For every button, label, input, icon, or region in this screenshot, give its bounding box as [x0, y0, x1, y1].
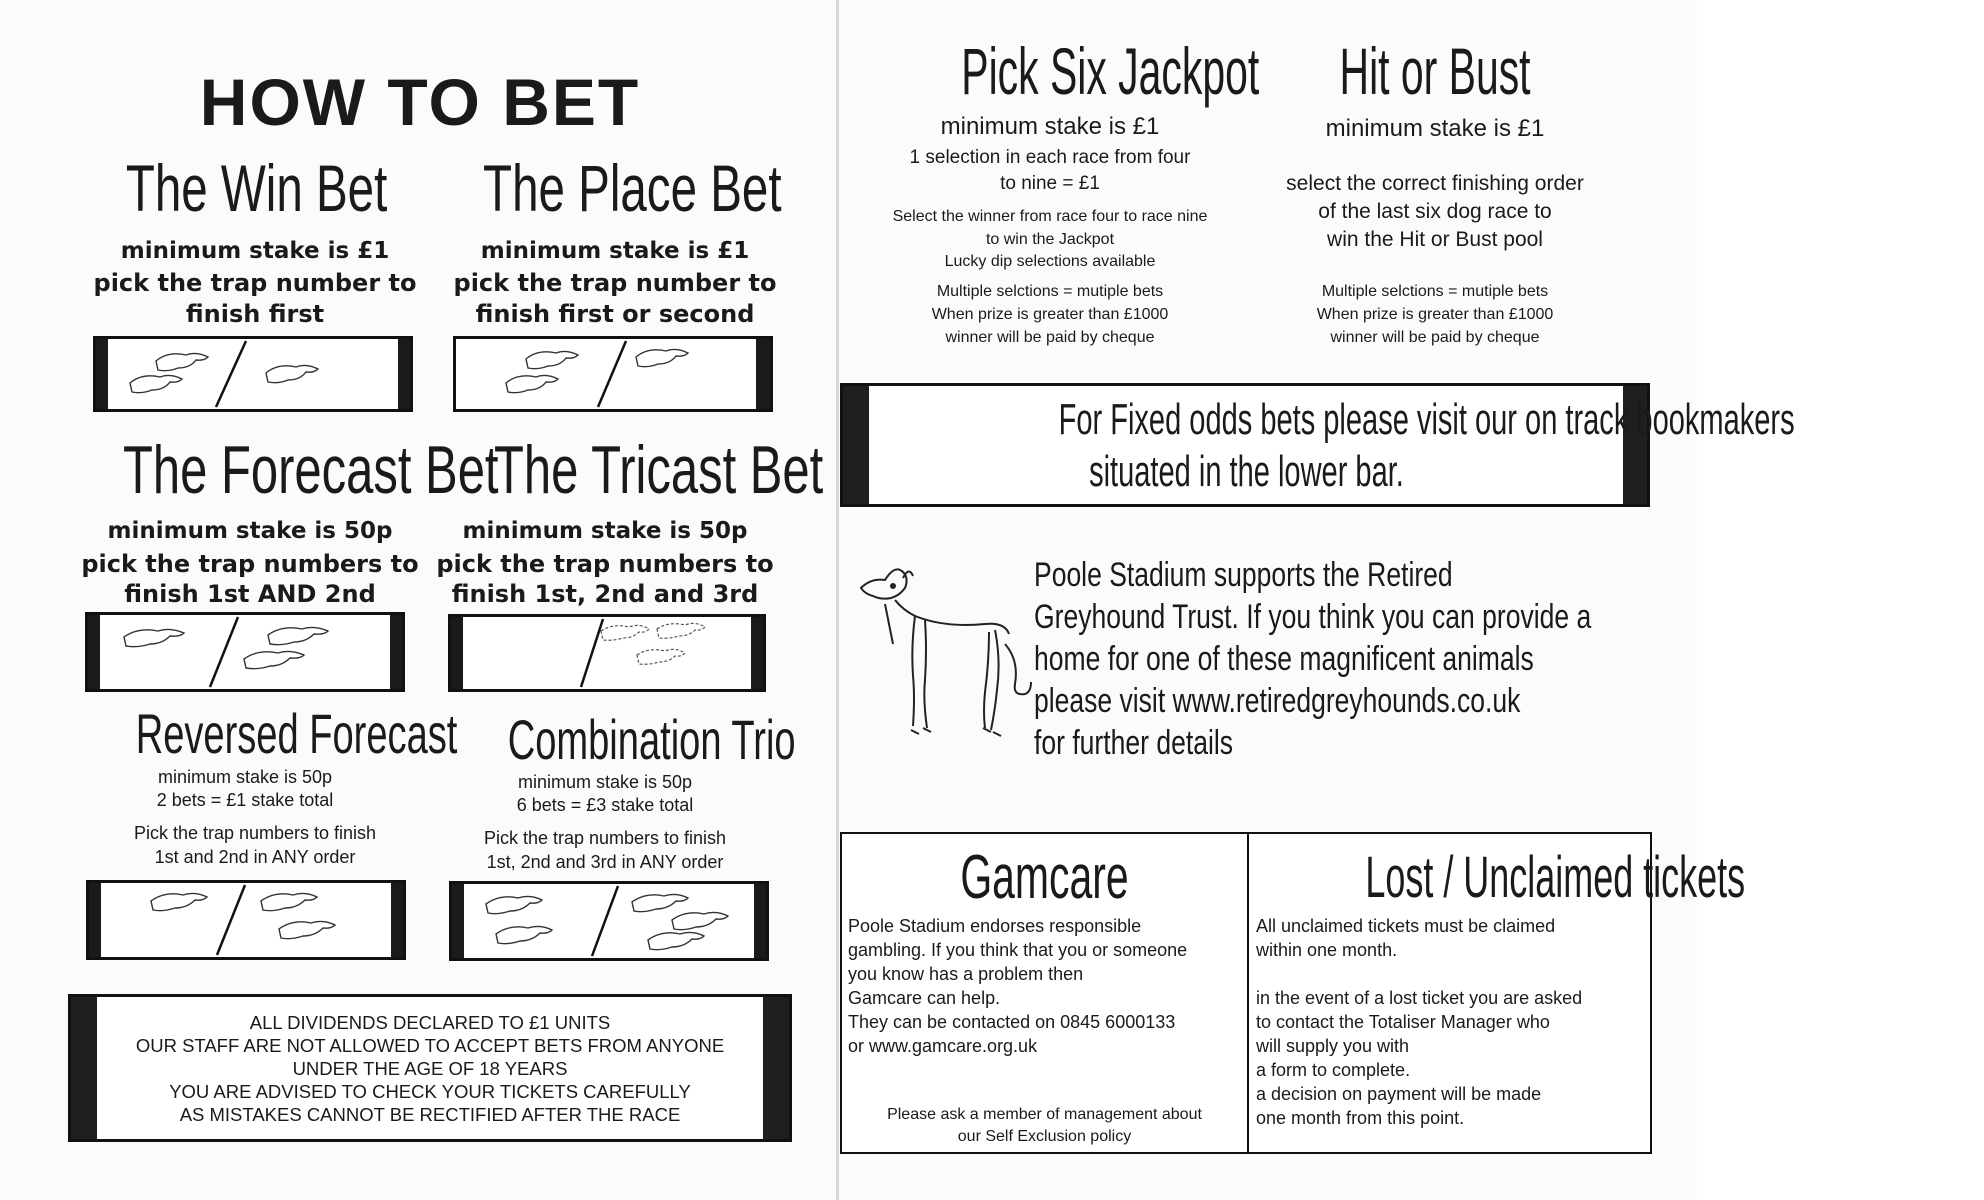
greyhound-illustration: [451, 617, 763, 689]
picksix-multi1: Multiple selctions = mutiple bets: [936, 283, 1164, 300]
rules-notice-box: [68, 994, 792, 1142]
combo-dog-panel: [449, 881, 769, 961]
place-bet-stake: minimum stake is £1: [480, 238, 750, 264]
lost-line-3: [1256, 962, 1650, 986]
lost-line-5: to contact the Totaliser Manager who: [1256, 1012, 1550, 1032]
forecast-heading-wrap: [50, 428, 499, 514]
rules-line-4: YOU ARE ADVISED TO CHECK YOUR TICKETS CAREFULLY: [169, 1081, 691, 1102]
tricast-line1: pick the trap numbers to: [436, 550, 774, 578]
rules-line-5: AS MISTAKES CANNOT BE RECTIFIED AFTER THE RACE: [179, 1104, 681, 1125]
lost-line-8: a decision on payment will be made: [1256, 1084, 1542, 1104]
lost-heading: Lost / Unclaimed tickets: [1365, 845, 1746, 910]
gamcare-line-5: They can be contacted on 0845 6000133: [848, 1012, 1176, 1032]
rules-notice-text: [97, 1011, 763, 1126]
bottom-info-box: [840, 832, 1746, 1154]
trust-line-1: Poole Stadium supports the Retired: [1034, 556, 1453, 594]
gamcare-line-2: gambling. If you think that you or someone: [848, 940, 1188, 960]
place-bet-line1: pick the trap number to: [453, 269, 777, 297]
forecast-dog-panel: [85, 612, 405, 692]
hitorbust-sel2: of the last six dog race to: [1318, 200, 1552, 223]
forecast-line1: pick the trap numbers to: [81, 550, 419, 578]
combo-line1: Pick the trap numbers to finish: [483, 828, 727, 848]
picksix-stake: minimum stake is £1: [940, 113, 1160, 140]
tricast-line2: finish 1st, 2nd and 3rd: [451, 580, 759, 608]
hitorbust-stake: minimum stake is £1: [1325, 115, 1545, 142]
gamcare-line-3: you know has a problem then: [848, 964, 1084, 984]
hitorbust-multi1: Multiple selctions = mutiple bets: [1321, 283, 1549, 300]
picksix-sel1: 1 selection in each race from four: [909, 147, 1191, 168]
picksix-info1: Select the winner from race four to race nine: [892, 208, 1208, 225]
reversed-line1: Pick the trap numbers to finish: [133, 823, 377, 843]
place-bet-heading-wrap: [425, 148, 805, 228]
picksix-multi3: winner will be paid by cheque: [945, 329, 1155, 346]
win-bet-dog-panel: [93, 336, 413, 412]
forecast-heading: The Forecast Bet: [123, 432, 499, 508]
picksix-multi2: When prize is greater than £1000: [931, 306, 1169, 323]
place-bet-dog-panel: [453, 336, 773, 412]
combo-line2: 1st, 2nd and 3rd in ANY order: [486, 852, 724, 872]
reversed-heading: Reversed Forecast: [135, 702, 458, 765]
reversed-dog-panel: [86, 880, 406, 960]
fixed-odds-notice: [840, 383, 1795, 507]
greyhound-illustration: [452, 884, 766, 958]
lost-heading-wrap: [1249, 840, 1746, 916]
gamcare-line-6: or www.gamcare.org.uk: [848, 1036, 1038, 1056]
gamcare-heading-wrap: [842, 840, 1247, 916]
fixed-line2-wrap: [869, 446, 1623, 498]
lost-line-4: in the event of a lost ticket you are asked: [1256, 988, 1583, 1008]
picksix-heading: Pick Six Jackpot: [961, 34, 1260, 108]
tricast-stake: minimum stake is 50p: [462, 518, 748, 544]
tricast-dog-panel: [448, 614, 766, 692]
picksix-sel2: to nine = £1: [1000, 173, 1100, 194]
win-bet-stake: minimum stake is £1: [120, 238, 390, 264]
lost-line-9: one month from this point.: [1256, 1108, 1465, 1128]
how-to-bet-title: HOW TO BET: [199, 65, 641, 139]
greyhound-illustration: [96, 339, 410, 409]
gamcare-footer-1: Please ask a member of management about: [887, 1106, 1202, 1123]
gamcare-line-4: Gamcare can help.: [848, 988, 1001, 1008]
fixed-odds-line2: situated in the lower bar.: [1088, 447, 1404, 496]
hitorbust-heading-wrap: [1255, 30, 1615, 114]
win-bet-line2: finish first: [185, 300, 325, 328]
greyhound-illustration: [88, 615, 402, 689]
tricast-heading: The Tricast Bet: [494, 432, 824, 508]
lost-line-2: within one month.: [1256, 940, 1398, 960]
forecast-line2: finish 1st AND 2nd: [124, 580, 376, 608]
forecast-stake: minimum stake is 50p: [107, 518, 393, 544]
reversed-heading-wrap: [60, 700, 458, 770]
hitorbust-heading: Hit or Bust: [1339, 34, 1531, 108]
reversed-line2: 1st and 2nd in ANY order: [154, 847, 356, 867]
hitorbust-multi2: When prize is greater than £1000: [1316, 306, 1554, 323]
win-bet-heading-wrap: [75, 148, 435, 228]
combo-total: 6 bets = £3 stake total: [516, 795, 694, 815]
page-fold: [836, 0, 839, 1200]
combo-heading: Combination Trio: [507, 708, 796, 771]
lost-body: [1256, 914, 1650, 1130]
greyhound-illustration: [89, 883, 403, 957]
hitorbust-sel1: select the correct finishing order: [1286, 172, 1584, 195]
rules-line-2: OUR STAFF ARE NOT ALLOWED TO ACCEPT BETS FROM ANYONE: [135, 1035, 725, 1056]
combo-stake: minimum stake is 50p: [517, 772, 693, 792]
trust-line-5: for further details: [1034, 724, 1233, 762]
win-bet-line1: pick the trap number to: [93, 269, 417, 297]
rules-line-3: UNDER THE AGE OF 18 YEARS: [292, 1058, 568, 1079]
lost-line-1: All unclaimed tickets must be claimed: [1256, 916, 1556, 936]
win-bet-heading: The Win Bet: [125, 151, 388, 225]
lost-line-7: a form to complete.: [1256, 1060, 1411, 1080]
gamcare-line-1: Poole Stadium endorses responsible: [848, 916, 1142, 936]
combo-heading-wrap: [440, 706, 796, 776]
gamcare-footer-2: our Self Exclusion policy: [957, 1128, 1132, 1145]
reversed-total: 2 bets = £1 stake total: [156, 790, 334, 810]
trust-line-2: Greyhound Trust. If you think you can provide a: [1034, 598, 1592, 636]
greyhound-illustration: [456, 339, 770, 409]
gamcare-heading: Gamcare: [960, 843, 1129, 912]
gamcare-body: [848, 914, 1248, 1058]
fixed-odds-line1: For Fixed odds bets please visit our on track bookmakers: [1058, 395, 1795, 444]
picksix-heading-wrap: [870, 30, 1260, 114]
place-bet-line2: finish first or second: [475, 300, 755, 328]
trust-line-4: please visit www.retiredgreyhounds.co.uk: [1034, 682, 1521, 720]
place-bet-heading: The Place Bet: [483, 151, 782, 225]
lost-line-6: will supply you with: [1256, 1036, 1410, 1056]
fixed-line1-wrap: [869, 394, 1795, 446]
picksix-info3: Lucky dip selections available: [944, 253, 1156, 270]
picksix-info2: to win the Jackpot: [985, 231, 1115, 248]
rules-line-1: ALL DIVIDENDS DECLARED TO £1 UNITS: [249, 1012, 611, 1033]
reversed-stake: minimum stake is 50p: [157, 767, 333, 787]
hitorbust-sel3: win the Hit or Bust pool: [1327, 228, 1543, 251]
tricast-heading-wrap: [430, 428, 824, 514]
trust-text: [1034, 554, 1674, 764]
hitorbust-multi3: winner will be paid by cheque: [1330, 329, 1540, 346]
trust-line-3: home for one of these magnificent animals: [1034, 640, 1534, 678]
greyhound-drawing-icon: [855, 560, 1035, 760]
